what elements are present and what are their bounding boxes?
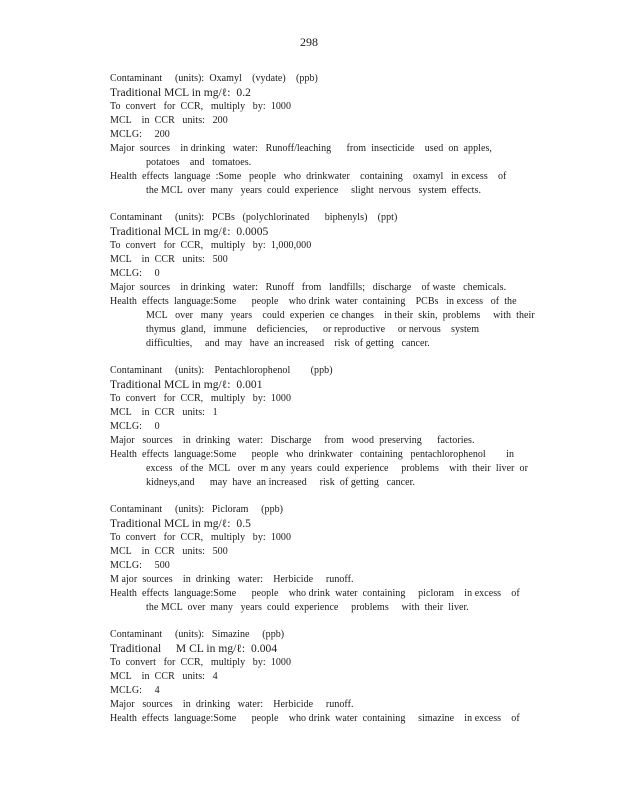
major-sources: Major sources in drinking water: Runoff from landfills; discharge of waste chemicals. <box>110 282 507 293</box>
contaminant-entry-oxamyl <box>110 72 550 198</box>
contaminant-entry-pcbs <box>110 211 550 351</box>
mclg: MCLG: 0 <box>110 421 160 432</box>
traditional-mcl: Traditional MCL in mg/ℓ: 0.001 <box>110 379 263 391</box>
mcl-ccr-units: MCL in CCR units: 200 <box>110 115 228 126</box>
conversion-factor: To convert for CCR, multiply by: 1000 <box>110 657 292 668</box>
traditional-mcl: Traditional MCL in mg/ℓ: 0.0005 <box>110 226 269 238</box>
traditional-mcl: Traditional M CL in mg/ℓ: 0.004 <box>110 643 278 655</box>
mclg: MCLG: 200 <box>110 129 170 140</box>
contaminant-entry-simazine <box>110 628 550 726</box>
mclg: MCLG: 0 <box>110 268 160 279</box>
contaminant-entries <box>110 72 550 739</box>
mcl-ccr-units: MCL in CCR units: 500 <box>110 546 228 557</box>
conversion-factor: To convert for CCR, multiply by: 1000 <box>110 393 292 404</box>
major-sources-continued: potatoes and tomatoes. <box>146 157 252 168</box>
contaminant-name: Contaminant (units): Pentachlorophenol (ppb) <box>110 365 333 376</box>
conversion-factor: To convert for CCR, multiply by: 1,000,000 <box>110 240 312 251</box>
health-effects-continued: kidneys,and may have an increased risk of getting cancer. <box>146 477 416 488</box>
major-sources: Major sources in drinking water: Discharge from wood preserving factories. <box>110 435 475 446</box>
traditional-mcl: Traditional MCL in mg/ℓ: 0.2 <box>110 87 251 99</box>
contaminant-name: Contaminant (units): Oxamyl (vydate) (ppb) <box>110 73 318 84</box>
health-effects-continued: excess of the MCL over m any years could experience problems with their liver or <box>146 463 528 474</box>
conversion-factor: To convert for CCR, multiply by: 1000 <box>110 101 292 112</box>
major-sources: Major sources in drinking water: Herbicide runoff. <box>110 699 354 710</box>
health-effects-continued: thymus gland, immune deficiencies, or reproductive or nervous system <box>146 324 480 335</box>
contaminant-name: Contaminant (units): PCBs (polychlorinated biphenyls) (ppt) <box>110 212 398 223</box>
health-effects-continued: the MCL over many years could experience problems with their liver. <box>146 602 469 613</box>
health-effects: Health effects language :Some people who drinkwater containing oxamyl in excess of <box>110 171 507 182</box>
mcl-ccr-units: MCL in CCR units: 4 <box>110 671 218 682</box>
contaminant-name: Contaminant (units): Picloram (ppb) <box>110 504 284 515</box>
conversion-factor: To convert for CCR, multiply by: 1000 <box>110 532 292 543</box>
mclg: MCLG: 500 <box>110 560 170 571</box>
mcl-ccr-units: MCL in CCR units: 500 <box>110 254 228 265</box>
mcl-ccr-units: MCL in CCR units: 1 <box>110 407 218 418</box>
page-number: 298 <box>300 35 318 49</box>
health-effects-continued: MCL over many years could experien ce changes in their skin, problems with their <box>146 310 535 321</box>
health-effects: Health effects language:Some people who drinkwater containing pentachlorophenol in <box>110 449 515 460</box>
health-effects: Health effects language:Some people who drink water containing simazine in excess of <box>110 713 520 724</box>
health-effects-continued: the MCL over many years could experience slight nervous system effects. <box>146 185 481 196</box>
health-effects-continued: difficulties, and may have an increased risk of getting cancer. <box>146 338 430 349</box>
contaminant-entry-picloram <box>110 503 550 615</box>
health-effects: Health effects language:Some people who drink water containing picloram in excess of <box>110 588 520 599</box>
mclg: MCLG: 4 <box>110 685 160 696</box>
traditional-mcl: Traditional MCL in mg/ℓ: 0.5 <box>110 518 251 530</box>
health-effects: Health effects language:Some people who drink water containing PCBs in excess of the <box>110 296 517 307</box>
major-sources: M ajor sources in drinking water: Herbicide runoff. <box>110 574 354 585</box>
major-sources: Major sources in drinking water: Runoff/leaching from insecticide used on apples, <box>110 143 492 154</box>
contaminant-name: Contaminant (units): Simazine (ppb) <box>110 629 285 640</box>
contaminant-entry-pentachlorophenol <box>110 364 550 490</box>
